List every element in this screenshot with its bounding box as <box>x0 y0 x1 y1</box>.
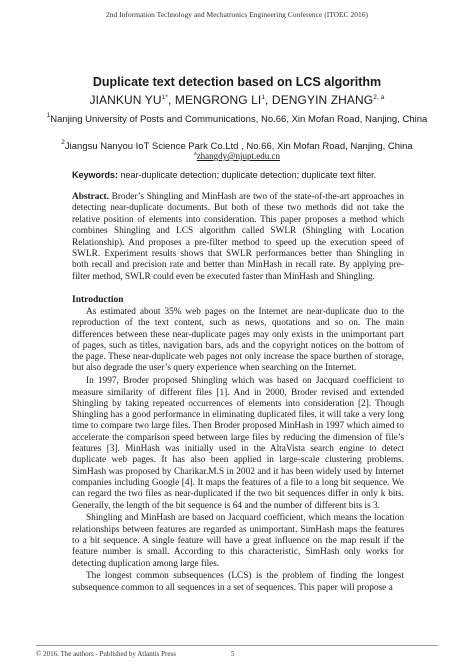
email-mark: a <box>194 151 197 157</box>
author-email <box>0 151 474 161</box>
footer-copyright: © 2016. The authors - Published by Atlantis Press <box>36 650 176 658</box>
author-affiliation-mark: 2, a <box>373 94 385 101</box>
abstract <box>72 192 404 283</box>
author-separator: , <box>168 93 175 107</box>
affiliation-text: Nanjing University of Posts and Communications, No.66, Xin Mofan Road, Nanjing, China <box>50 114 428 125</box>
section-heading-introduction: Introduction <box>72 295 124 305</box>
paragraph: In 1997, Broder proposed Shingling which was based on Jacquard coefficient to measure similarity of different files [1]. And in 2000, Broder revised and extended Shingling by taking repeated occurrences of elements into consideration [2]. Though Shingling has a good performance in eliminating duplicated files, it will take a very long time to compare two large files. Then Broder proposed MinHash in 1997 which aimed to accelerate the comparison speed between large files by reducing the dimension of file’s features [3]. MinHash was initially used in the AltaVista search engine to detect duplicate web pages. It has also been applied in large-scale clustering problems. SimHash was proposed by Charikar.M.S in 2002 and it has been widely used by Internet companies including Google [4]. It maps the features of a file to a long bit sequence. We can regard the two files as near-duplicated if the two bit sequences differ in only k bits. Generally, the length of the bit sequence is 64 and the number of different bits is 3. <box>72 376 404 511</box>
affiliation-1 <box>40 110 434 127</box>
author-name: JIANKUN YU <box>89 93 162 107</box>
keywords-label: Keywords: <box>72 170 119 180</box>
affiliation-mark: 1 <box>46 112 51 119</box>
conference-header: 2nd Information Technology and Mechatronics Engineering Conference (ITOEC 2016) <box>105 10 369 19</box>
author-line <box>0 93 474 107</box>
abstract-label: Abstract. <box>72 192 109 202</box>
paragraph: The longest common subsequences (LCS) is the problem of finding the longest subsequence common to all sequences in a set of sequences. This paper will propose a <box>72 571 404 593</box>
author-separator: , <box>265 93 272 107</box>
footer-divider <box>36 645 438 646</box>
paragraph: As estimated about 35% web pages on the Internet are near-duplicate duo to the reproduction of the text content, such as news, quotations and so on. The main differences between these near-duplicate pages may only exists in the unimportant part of pages, such as titles, navigation bars, ads and the copyright notices on the bottom of the page. These near-duplicate web pages not only increase the space burthen of storage, but also degrade the user’s query experience when searching on the Internet. <box>72 307 404 374</box>
author-name: DENGYIN ZHANG <box>271 93 374 107</box>
author-affiliation-mark: 1 <box>261 94 266 101</box>
keywords <box>72 170 404 180</box>
affiliation-text: Jiangsu Nanyou IoT Science Park Co.Ltd , No.66, Xin Mofan Road, Nanjing, China <box>64 141 413 152</box>
email-address[interactable]: zhangdy@njupt.edu.cn <box>196 151 280 161</box>
author-affiliation-mark: 1* <box>161 94 168 101</box>
affiliation-mark: 2 <box>61 139 65 146</box>
paper-title: Duplicate text detection based on LCS algorithm <box>92 75 382 89</box>
paragraph: Shingling and MinHash are based on Jacquard coefficient, which means the location relationships between features are regarded as unimportant. SimHash maps the features to a bit sequence. A single feature will have a great influence on the map result if the feature number is small. According to this characteristic, SimHash only works for detecting duplication among large files. <box>72 513 404 569</box>
keywords-text: near-duplicate detection; duplicate detection; duplicate text filter. <box>118 170 377 180</box>
abstract-text: Broder’s Shingling and MinHash are two of the state-of-the-art approaches in detecting near-duplicate documents. But both of these two methods did not take the relative position of elements into consideration. This paper proposes a method which combines Shingling and LCS algorithm called SWLR (Shingling with Location Relationship). And proposes a pre-filter method to speed up the execution speed of SWLR. Experiment results shows that SWLR performances better than Shingling in both recall and precision rate and better than MinHash in recall rate. By applying pre-filter method, SWLR could even be executed faster than MinHash and Shingling. <box>72 192 404 282</box>
author-name: MENGRONG LI <box>174 93 262 107</box>
introduction-body <box>72 307 404 595</box>
page-number: 5 <box>231 650 235 658</box>
